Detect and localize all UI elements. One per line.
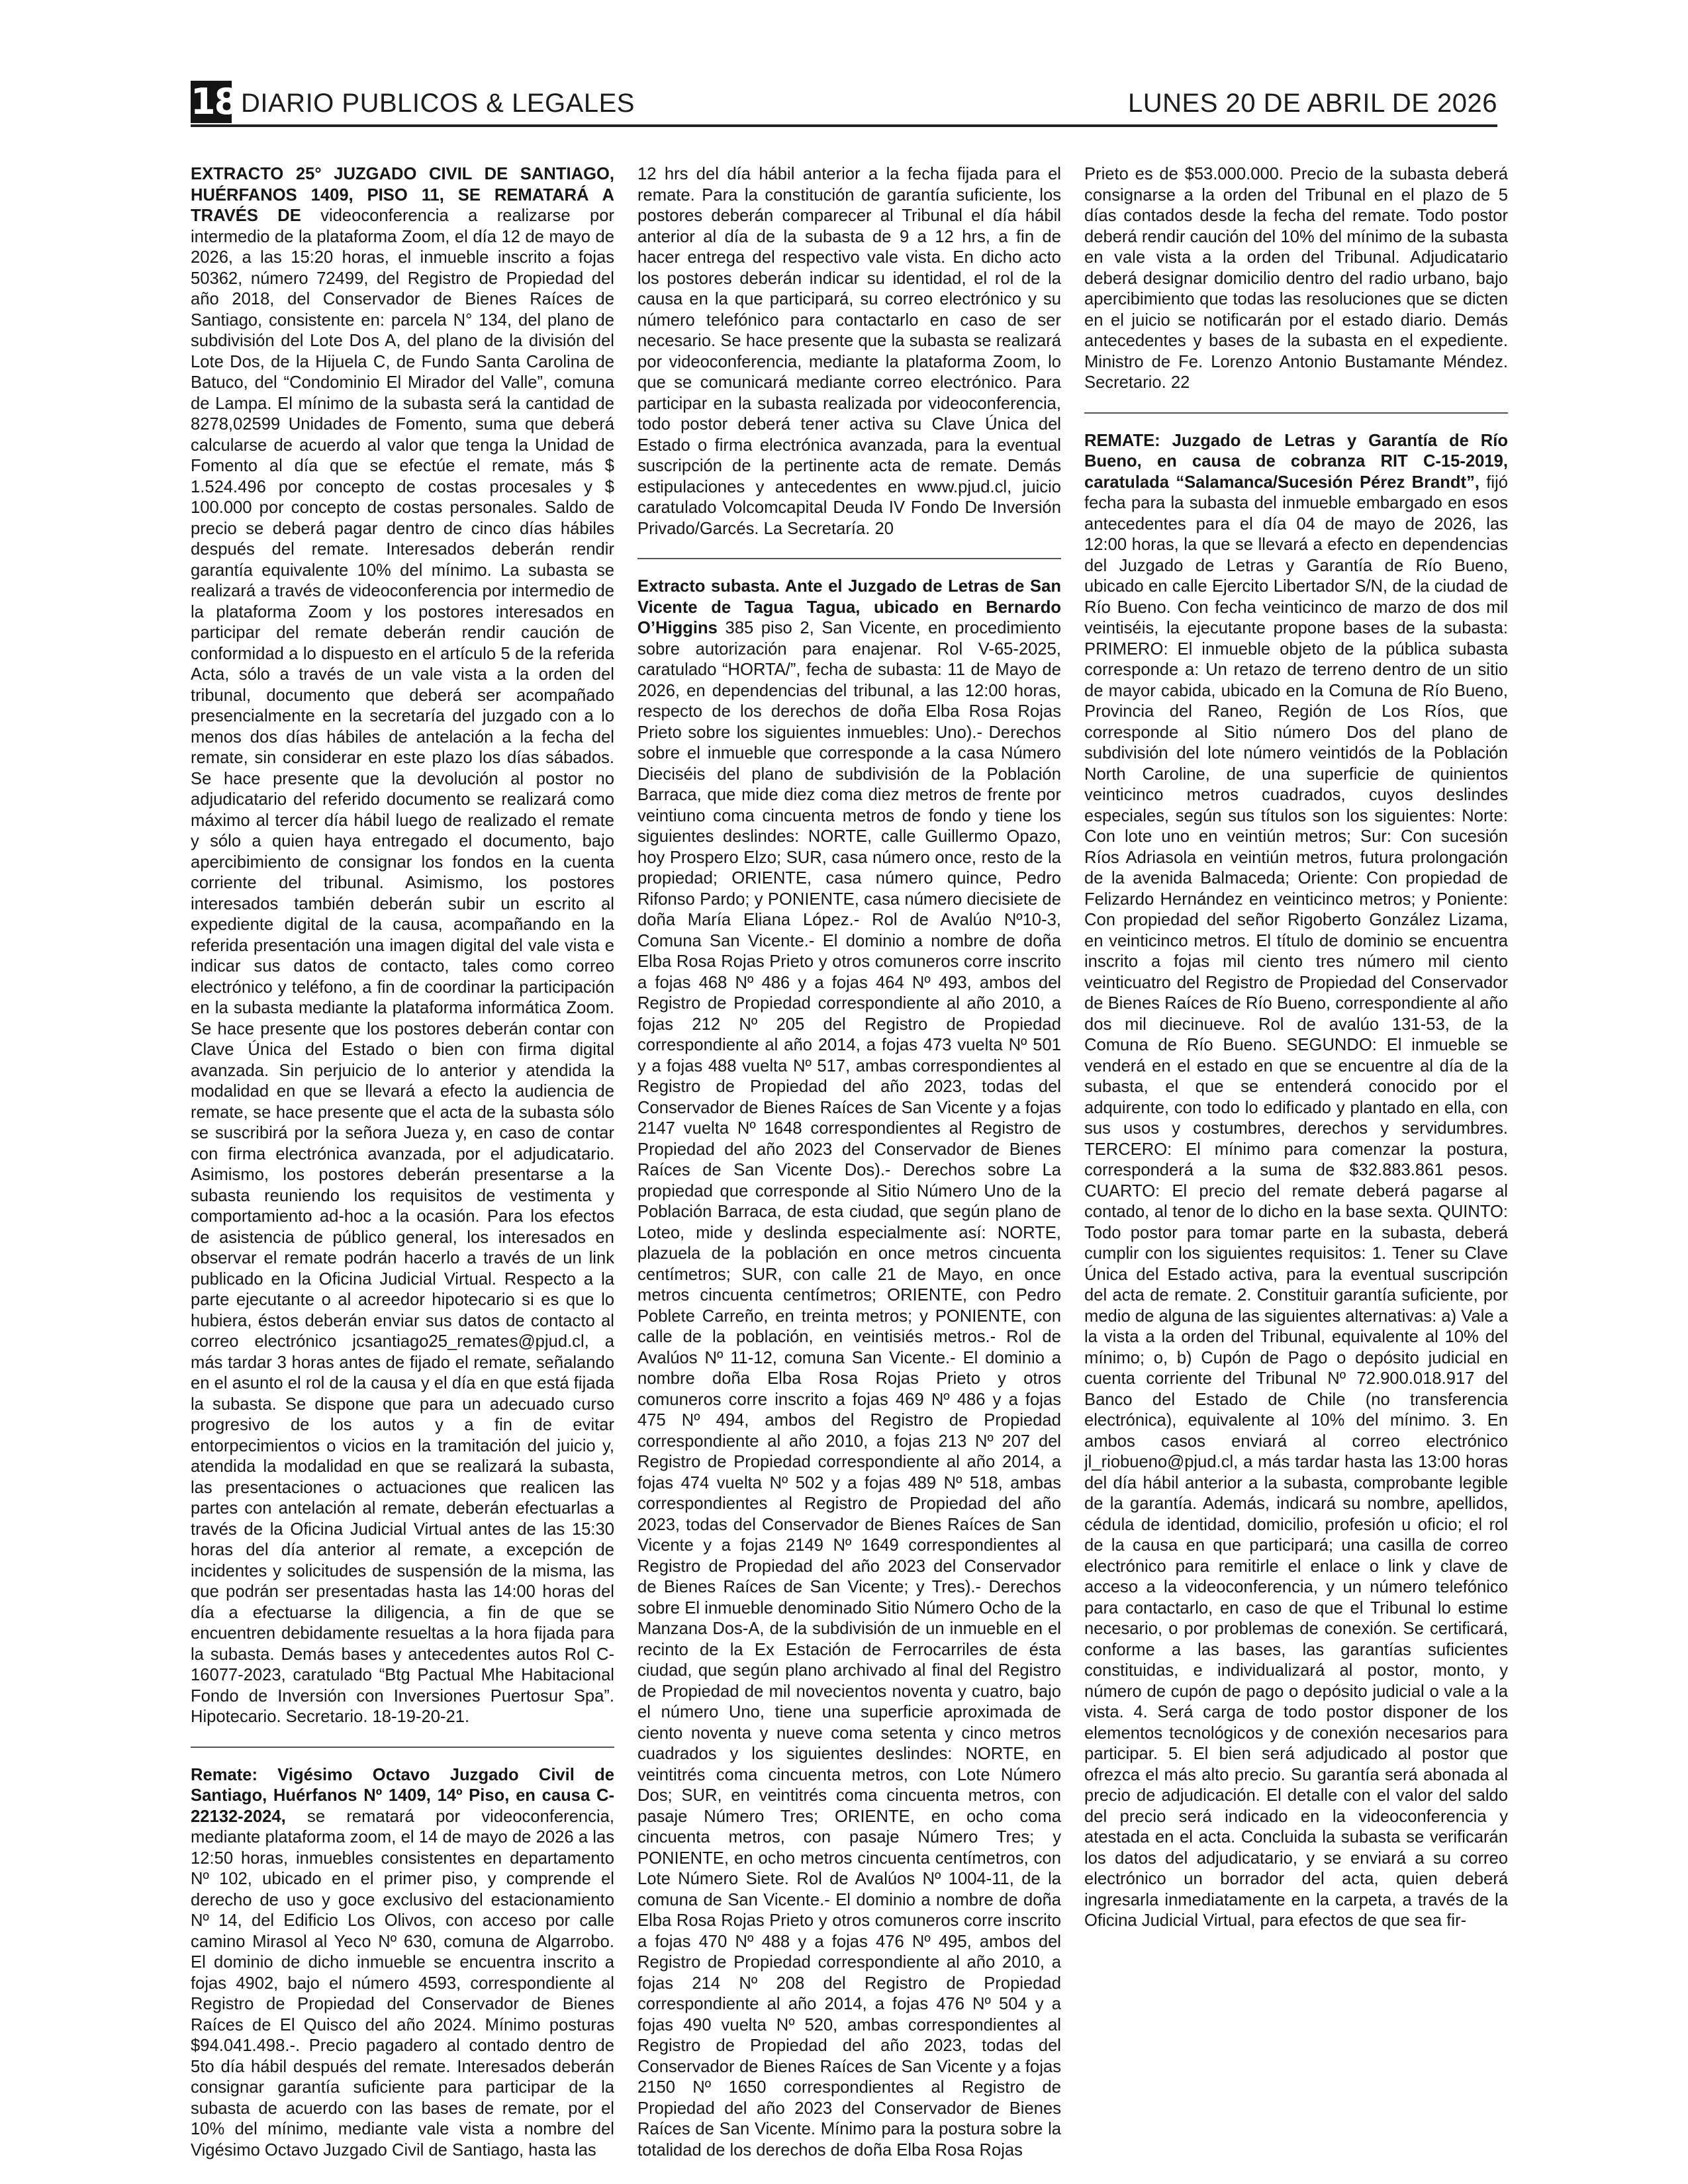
notice-28-juzgado-civil [191,1765,614,2161]
notice-body-continued: 12 hrs del día hábil anterior a la fecha fijada para el remate. Para la constitución de garantía suficiente, los postores deberán comparecer al Tribunal el día hábil anterior al día de la subasta de 9 a 12 hrs, a fin de hacer entrega del respectivo vale vista. En dicho acto los postores deberán indicar su identidad, el rol de la causa en la que participará, su correo electrónico y su número telefónico para contactarlo en caso de ser necesario. Se hace presente que la subasta se realizará por videoconferencia, mediante la plataforma Zoom, lo que se comunicará mediante correo electrónico. Para participar en la subasta realizada por videoconferencia, todo postor deberá tener activa su Clave Única del Estado o firma electrónica avanzada, para la eventual suscripción de la pertinente acta de remate. Demás estipulaciones y antecedentes en www.pjud.cl, juicio caratulado Volcomcapital Deuda IV Fondo De Inversión Privado/Garcés. La Secretaría. 20 [637,165,1061,538]
column-2 [637,164,1061,2163]
notice-body: se rematará por videoconferencia, mediante plataforma zoom, el 14 de mayo de 2026 a las 12:50 horas, inmuebles consistentes en departamento Nº 102, ubicado en el primer piso, y comprende el derecho de uso y goce exclusivo del estacionamiento Nº 14, del Edificio Los Olivos, con acceso por calle camino Mirasol al Yeco Nº 630, comuna de Algarrobo. El dominio de dicho inmueble se encuentra inscrito a fojas 4902, bajo el número 4593, correspondiente al Registro de Propiedad del Conservador de Bienes Raíces de El Quisco del año 2024. Mínimo posturas $94.041.498.-. Precio pagadero al contado dentro de 5to día hábil después del remate. Interesados deberán consignar garantía suficiente para participar de la subasta de acuerdo con las bases de remate, por el 10% del mínimo, mediante vale vista a nombre del Vigésimo Octavo Juzgado Civil de Santiago, hasta las [191,1807,614,2160]
notice-heading: EXTRACTO 25° JUZGADO CIVIL DE SANTIAGO, HUÉRFANOS 1409, PISO 11, SE REMATARÁ A TRAVÉS DE [191,165,614,225]
header-rule [191,124,1497,127]
notice-body-continued: Prieto es de $53.000.000. Precio de la subasta deberá consignarse a la orden del Tribunal en el plazo de 5 días contados desde la fecha del remate. Todo postor deberá rendir caución del 10% del mínimo de la subasta en vale vista a la orden del Tribunal. Adjudicatario deberá designar domicilio dentro del radio urbano, bajo apercibimiento que todas las resoluciones que se dicten en el juicio se notificarán por el estado diario. Demás antecedentes y bases de la subasta en el expediente. Ministro de Fe. Lorenzo Antonio Bustamante Méndez. Secretario. 22 [1084,165,1508,392]
page-number: 18 [191,81,238,122]
notice-heading: Extracto subasta. Ante el Juzgado de Letras de San Vicente de Tagua Tagua, ubicado en Bernardo O’Higgins [637,577,1061,637]
column-1 [191,164,614,2163]
notice-divider [1084,412,1508,414]
notice-heading: REMATE: Juzgado de Letras y Garantía de Río Bueno, en causa de cobranza RIT C-15-2019, caratulada “Salamanca/Sucesión Pérez Brandt”, [1084,431,1508,492]
notice-28-juzgado-civil-cont [637,164,1061,539]
page-header [191,78,1497,127]
notice-body: fijó fecha para la subasta del inmueble embargado en esos antecedentes para el día 04 de mayo de 2026, las 12:00 horas, la que se llevará a efecto en dependencias del Juzgado de Letras y Garantía de Río Bueno, ubicado en calle Ejercito Libertador S/N, de la ciudad de Río Bueno. Con fecha veinticinco de marzo de dos mil veintiséis, la ejecutante propone bases de la subasta: PRIMERO: El inmueble objeto de la pública subasta corresponde a: Un retazo de terreno dentro de un sitio de mayor cabida, ubicado en la Comuna de Río Bueno, Provincia del Raneo, Región de Los Ríos, que corresponde al Sitio número Dos del plano de subdivisión del lote número veintidós de la Población North Caroline, de una superficie de quinientos veinticinco metros cuadrados, cuyos deslindes especiales, según sus títulos son los siguientes: Norte: Con lote uno en veintiún metros; Sur: Con sucesión Ríos Adriasola en veintiún metros, futura prolongación de la avenida Balmaceda; Oriente: Con propiedad de Felizardo Hernández en veinticinco metros; y Poniente: Con propiedad del señor Rigoberto González Lizama, en veinticinco metros. El título de dominio se encuentra inscrito a fojas mil ciento tres número mil ciento veinticuatro del Registro de Propiedad del Conservador de Bienes Raíces de Río Bueno, correspondiente al año dos mil diecinueve. Rol de avalúo 131-53, de la Comuna de Río Bueno. SEGUNDO: El inmueble se venderá en el estado en que se encuentre al día de la subasta, el que se entenderá conocido por el adquirente, con todo lo edificado y plantado en ella, con sus usos y costumbres, derechos y servidumbres. TERCERO: El mínimo para comenzar la postura, corresponderá a la suma de $32.883.861 pesos. CUARTO: El precio del remate deberá pagarse al contado, al tenor de lo dicho en la base sexta. QUINTO: Todo postor para tomar parte en la subasta, deberá cumplir con los siguientes requisitos: 1. Tener su Clave Única del Estado activa, para la eventual suscripción del acta de remate. 2. Constituir garantía suficiente, por medio de alguna de las siguientes alternativas: a) Vale a la vista a la orden del Tribunal, equivalente al 10% del mínimo; o, b) Cupón de Pago o depósito judicial en cuenta corriente del Tribunal Nº 72.900.018.917 del Banco del Estado de Chile (no transferencia electrónica), equivalente al 10% del mínimo. 3. En ambos casos enviará al correo electrónico jl_riobueno@pjud.cl, a más tardar hasta las 13:00 horas del día hábil anterior a la subasta, comprobante legible de la garantía. Además, indicará su nombre, apellidos, cédula de identidad, domicilio, profesión u oficio; el rol de la causa en que participará; una casilla de correo electrónico para remitirle el enlace o link y clave de acceso a la videoconferencia, y un número telefónico para contactarlo, en caso de que el Tribunal lo estime necesario, o por problemas de conexión. Se certificará, conforme a las bases, las garantías suficientes constituidas, e individualizará al postor, monto, y número de cupón de pago o depósito judicial o vale a la vista. 4. Será carga de todo postor disponer de los elementos tecnológicos y de conexión necesarios para participar. 5. El bien será adjudicado al postor que ofrezca el más alto precio. Su garantía será abonada al precio de adjudicación. El detalle con el valor del saldo del precio será indicado en la videoconferencia y atestada en el acta. Concluida la subasta se verificarán los datos del adjudicatario, y se enviará a su correo electrónico un borrador del acta, quien deberá ingresarla inmediatamente en la carpeta, a través de la Oficina Judicial Virtual, para efectos de que sea fir- [1084,473,1508,1930]
publication-name: DIARIO PUBLICOS & LEGALES [241,89,635,118]
notice-rio-bueno [1084,431,1508,1932]
notice-divider [191,1747,614,1748]
notice-san-vicente [637,576,1061,2161]
notice-body: videoconferencia a realizarse por intermedio de la plataforma Zoom, el día 12 de mayo de 2026, a las 15:20 horas, el inmueble inscrito a fojas 50362, número 72499, del Registro de Propiedad del año 2018, del Conservador de Bienes Raíces de Santiago, consistente en: parcela N° 134, del plano de subdivisión del Lote Dos A, del plano de la división del Lote Dos, de la Hijuela C, de Fundo Santa Carolina de Batuco, del “Condominio El Mirador del Valle”, comuna de Lampa. El mínimo de la subasta será la cantidad de 8278,02599 Unidades de Fomento, suma que deberá calcularse de acuerdo al valor que tenga la Unidad de Fomento al día que se efectúe el remate, más $ 1.524.496 por concepto de costas procesales y $ 100.000 por concepto de costas personales. Saldo de precio se deberá pagar dentro de cinco días hábiles después del remate. Interesados deberán rendir garantía equivalente 10% del mínimo. La subasta se realizará a través de videoconferencia por intermedio de la plataforma Zoom y los postores interesados en participar del remate deberán rendir caución de conformidad a lo dispuesto en el artículo 5 de la referida Acta, sólo a través de un vale vista a la orden del tribunal, documento que deberá ser acompañado presencialmente en la secretaría del juzgado con a lo menos dos días hábiles de antelación a la fecha del remate, sin considerar en este plazo los días sábados. Se hace presente que la devolución al postor no adjudicatario del referido documento se realizará como máximo al tercer día hábil luego de realizado el remate y sólo a quien haya entregado el documento, bajo apercibimiento de consignar los fondos en la cuenta corriente del tribunal. Asimismo, los postores interesados también deberán subir un escrito al expediente digital de la causa, acompañando en la referida presentación una imagen digital del vale vista e indicar sus datos de contacto, tales como correo electrónico y teléfono, a fin de coordinar la participación en la subasta mediante la plataforma informática Zoom. Se hace presente que los postores deberán contar con Clave Única del Estado o bien con firma digital avanzada. Sin perjuicio de lo anterior y atendida la modalidad en que se llevará a efecto la audiencia de remate, se hace presente que el acta de la subasta sólo se suscribirá por la señora Jueza y, en caso de contar con firma electrónica avanzada, por el adjudicatario. Asimismo, los postores deberán presentarse a la subasta reuniendo los requisitos de vestimenta y comportamiento ad-hoc a la ocasión. Para los efectos de asistencia de público general, los interesados en observar el remate podrán hacerlo a través de un link publicado en la Oficina Judicial Virtual. Respecto a la parte ejecutante o al acreedor hipotecario si es que lo hubiera, éstos deberán enviar sus datos de contacto al correo electrónico jcsantiago25_remates@pjud.cl, a más tardar 3 horas antes de fijado el remate, señalando en el asunto el rol de la causa y el día en que está fijada la subasta. Se dispone que para un adecuado curso progresivo de los autos y a fin de evitar entorpecimientos o vicios en la tramitación del juicio y, atendida la modalidad en que se realizará la subasta, las presentaciones o actuaciones que realicen las partes con antelación al remate, deberán efectuarlas a través de la Oficina Judicial Virtual antes de las 15:30 horas del día anterior al remate, a excepción de incidentes y solicitudes de suspensión de la misma, las que podrán ser presentadas hasta las 14:00 horas del día a efectuarse la diligencia, a fin de que se encuentren debidamente resueltas a la hora fijada para la subasta. Demás bases y antecedentes autos Rol C-16077-2023, caratulado “Btg Pactual Mhe Habitacional Fondo de Inversión con Inversiones Puertosur Spa”. Hipotecario. Secretario. 18-19-20-21. [191,206,614,1726]
publication-date: LUNES 20 DE ABRIL DE 2026 [1128,89,1497,118]
notice-divider [637,558,1061,559]
column-3 [1084,164,1508,2163]
notice-heading: Remate: Vigésimo Octavo Juzgado Civil de Santiago, Huérfanos Nº 1409, 14º Piso, en causa C-22132-2024, [191,1765,614,1826]
notice-25-juzgado-civil [191,164,614,1728]
notice-body: 385 piso 2, San Vicente, en procedimiento sobre autorización para enajenar. Rol V-65-2025, caratulado “HORTA/”, fecha de subasta: 11 de Mayo de 2026, en dependencias del tribunal, a las 12:00 horas, respecto de los derechos de doña Elba Rosa Rojas Prieto sobre los siguientes inmuebles: Uno).- Derechos sobre el inmueble que corresponde a la casa Número Dieciséis del plano de subdivisión de la Población Barraca, que mide diez coma diez metros de frente por veintiuno coma cincuenta metros de fondo y tiene los siguientes deslindes: NORTE, calle Guillermo Opazo, hoy Prospero Elzo; SUR, casa número once, resto de la propiedad; ORIENTE, casa número quince, Pedro Rifonso Pardo; y PONIENTE, casa número diecisiete de doña María Eliana López.- Rol de Avalúo Nº10-3, Comuna San Vicente.- El dominio a nombre de doña Elba Rosa Rojas Prieto y otros comuneros corre inscrito a fojas 468 Nº 486 y a fojas 464 Nº 493, ambos del Registro de Propiedad correspondiente al año 2010, a fojas 212 Nº 205 del Registro de Propiedad correspondiente al año 2014, a fojas 473 vuelta Nº 501 y a fojas 488 vuelta Nº 517, ambas correspondientes al Registro de Propiedad del año 2023, todas del Conservador de Bienes Raíces de San Vicente y a fojas 2147 vuelta Nº 1648 correspondientes al Registro de Propiedad del año 2023 del Conservador de Bienes Raíces de San Vicente Dos).- Derechos sobre La propiedad que corresponde al Sitio Número Uno de la Población Barraca, de esta ciudad, que según plano de Loteo, mide y deslinda especialmente así: NORTE, plazuela de la población en once metros cincuenta centímetros; SUR, con calle 21 de Mayo, en once metros cincuenta centímetros; ORIENTE, con Pedro Poblete Carreño, en treinta metros; y PONIENTE, con calle de la población, en veintisiés metros.- Rol de Avalúos Nº 11-12, comuna San Vicente.- El dominio a nombre doña Elba Rosa Rojas Prieto y otros comuneros corre inscrito a fojas 469 Nº 486 y a fojas 475 Nº 494, ambos del Registro de Propiedad correspondiente al año 2010, a fojas 213 Nº 207 del Registro de Propiedad correspondiente al año 2014, a fojas 474 vuelta Nº 502 y a fojas 489 Nº 518, ambas correspondientes al Registro de Propiedad del año 2023, todas del Conservador de Bienes Raíces de San Vicente y a fojas 2149 Nº 1649 correspondientes al Registro de Propiedad del año 2023 del Conservador de Bienes Raíces de San Vicente; y Tres).- Derechos sobre El inmueble denominado Sitio Número Ocho de la Manzana Dos-A, de la subdivisión de un inmueble en el recinto de la Ex Estación de Ferrocarriles de ésta ciudad, que según plano archivado al final del Registro de Propiedad de mil novecientos noventa y cuatro, bajo el número Uno, tiene una superficie aproximada de ciento noventa y nueve coma setenta y cinco metros cuadrados y los siguientes deslindes: NORTE, en veintitrés coma cincuenta metros, con Lote Número Dos; SUR, en veintitrés coma cincuenta metros, con pasaje Número Tres; ORIENTE, en ocho coma cincuenta metros, con pasaje Número Tres; y PONIENTE, en ocho metros cincuenta centímetros, con Lote Número Siete. Rol de Avalúos Nº 1004-11, de la comuna de San Vicente.- El dominio a nombre de doña Elba Rosa Rojas Prieto y otros comuneros corre inscrito a fojas 470 Nº 488 y a fojas 476 Nº 495, ambos del Registro de Propiedad correspondiente al año 2010, a fojas 214 Nº 208 del Registro de Propiedad correspondiente al año 2014, a fojas 476 Nº 504 y a fojas 490 vuelta Nº 520, ambas correspondientes al Registro de Propiedad del año 2023, todas del Conservador de Bienes Raíces de San Vicente y a fojas 2150 Nº 1650 correspondientes al Registro de Propiedad del año 2023 del Conservador de Bienes Raíces de San Vicente. Mínimo para la postura sobre la totalidad de los derechos de doña Elba Rosa Rojas [637,619,1061,2160]
notice-san-vicente-cont [1084,164,1508,394]
